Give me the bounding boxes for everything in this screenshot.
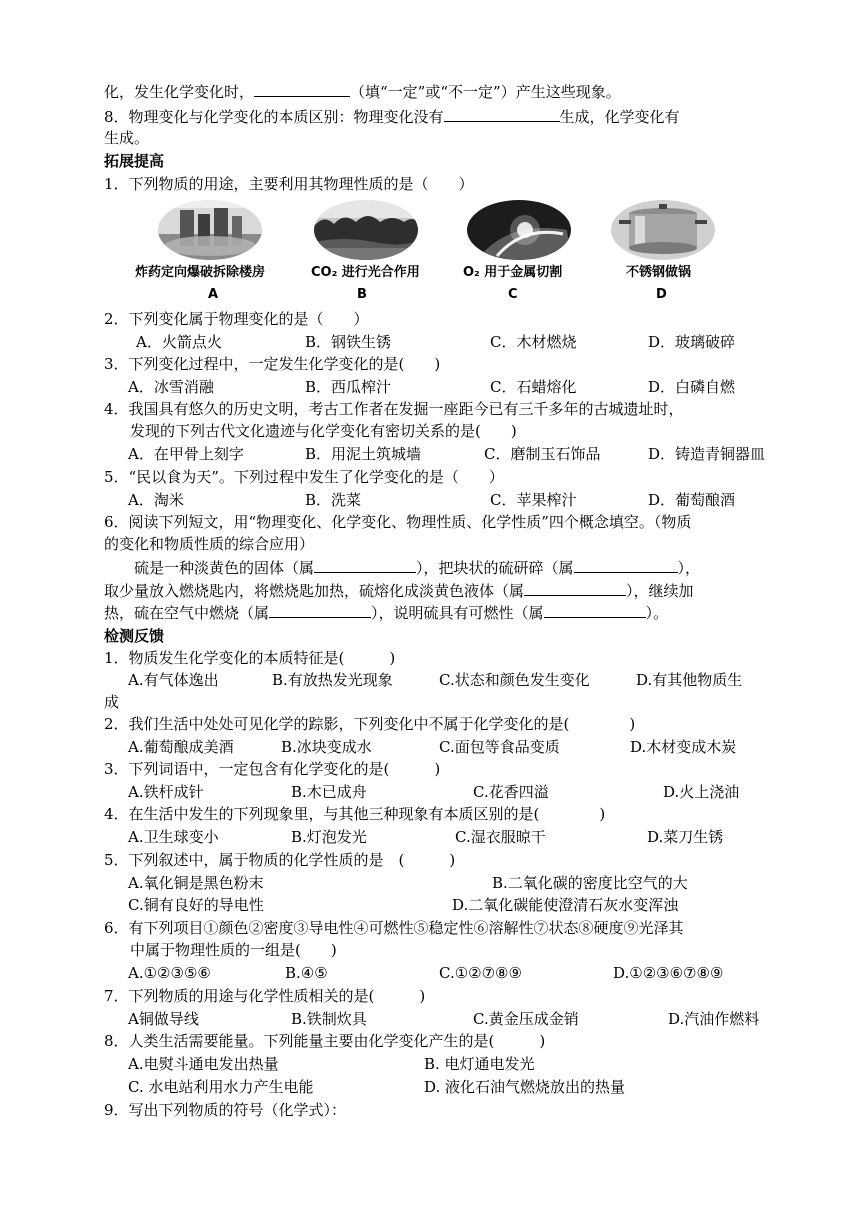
- fill-blank[interactable]: [574, 556, 678, 573]
- option[interactable]: D.①②③⑥⑦⑧⑨: [613, 964, 724, 982]
- question-3: 3．下列词语中，一定包含有化学变化的是( ): [104, 760, 441, 778]
- image-caption: 炸药定向爆破拆除楼房: [135, 265, 266, 280]
- option[interactable]: B. 电灯通电发光: [424, 1055, 535, 1073]
- option[interactable]: A．火箭点火: [136, 333, 222, 351]
- option[interactable]: D．葡萄酿酒: [648, 491, 736, 509]
- question-5: 5．“民以食为天”。下列过程中发生了化学变化的是（ ）: [104, 468, 504, 486]
- question-8: 8．人类生活需要能量。下列能量主要由化学变化产生的是( ): [104, 1032, 546, 1050]
- option[interactable]: D．铸造青铜器皿: [648, 445, 766, 463]
- passage-line: [134, 556, 700, 579]
- question-7: 7．下列物质的用途与化学性质相关的是( ): [104, 987, 426, 1005]
- option[interactable]: A.①②③⑤⑥: [128, 964, 211, 982]
- option[interactable]: B.有放热发光现象: [272, 671, 393, 689]
- option[interactable]: C．木材燃烧: [490, 333, 577, 351]
- image-steel-pot: [611, 200, 715, 260]
- section-heading: 拓展提高: [104, 152, 165, 170]
- image-caption: 不锈钢做锅: [626, 265, 692, 280]
- passage-text: ）。: [645, 604, 669, 622]
- passage-text: 热，硫在空气中燃烧（属: [104, 604, 270, 622]
- fill-blank[interactable]: [269, 601, 371, 618]
- passage-line: [104, 601, 668, 624]
- option[interactable]: B.木已成舟: [291, 783, 367, 801]
- option[interactable]: D．玻璃破碎: [648, 333, 736, 351]
- fill-blank[interactable]: [524, 579, 626, 596]
- passage-line: [104, 579, 694, 602]
- option[interactable]: D.有其他物质生: [636, 671, 743, 689]
- option[interactable]: A．在甲骨上刻字: [128, 445, 244, 463]
- option[interactable]: A.电熨斗通电发出热量: [128, 1055, 279, 1073]
- option[interactable]: A.氧化铜是黑色粉末: [128, 874, 264, 892]
- intro-text: 化，发生化学变化时，: [104, 83, 255, 101]
- image-letter: D: [656, 287, 667, 302]
- question-9: 9．写出下列物质的符号（化学式）：: [104, 1101, 347, 1119]
- question-2: 2．我们生活中处处可见化学的踪影，下列变化中不属于化学变化的是( ): [104, 715, 636, 733]
- option[interactable]: C.状态和颜色发生变化: [439, 671, 590, 689]
- fill-blank[interactable]: [444, 105, 560, 122]
- question-6: 6．有下列项目①颜色②密度③导电性④可燃性⑤稳定性⑥溶解性⑦状态⑧硬度⑨光泽其: [104, 919, 684, 937]
- option[interactable]: C.花香四溢: [473, 783, 549, 801]
- question-8: [104, 105, 680, 128]
- passage-text: ），说明硫具有可燃性（属: [371, 604, 544, 622]
- question-text: 8．物理变化与化学变化的本质区别：物理变化没有: [104, 108, 444, 126]
- image-demolition: [158, 200, 262, 260]
- question-1-cont: 成: [104, 693, 120, 711]
- question-6-cont: 中属于物理性质的一组是( ): [130, 941, 337, 959]
- image-photosynthesis: [314, 200, 418, 260]
- option[interactable]: D.菜刀生锈: [647, 828, 724, 846]
- option[interactable]: C. 水电站利用水力产生电能: [128, 1078, 314, 1096]
- image-caption: O₂ 用于金属切割: [463, 265, 563, 280]
- option[interactable]: D.火上浇油: [663, 783, 740, 801]
- option[interactable]: D. 液化石油气燃烧放出的热量: [424, 1078, 626, 1096]
- intro-text: （填“一定”或“不一定”）产生这些现象。: [350, 83, 621, 101]
- fill-blank[interactable]: [544, 601, 646, 618]
- option[interactable]: B．用泥土筑城墙: [305, 445, 422, 463]
- question-3: 3．下列变化过程中，一定发生化学变化的是( ): [104, 355, 441, 373]
- passage-text: ），: [677, 559, 701, 577]
- option[interactable]: D．白磷自燃: [648, 378, 736, 396]
- option[interactable]: B.冰块变成水: [281, 738, 372, 756]
- question-2: 2．下列变化属于物理变化的是（ ）: [104, 310, 369, 328]
- option[interactable]: B.铁制炊具: [291, 1010, 367, 1028]
- option[interactable]: A.铁杆成针: [128, 783, 204, 801]
- option[interactable]: C.铜有良好的导电性: [128, 896, 264, 914]
- question-4: 4．我国具有悠久的历史文明，考古工作者在发掘一座距今已有三千多年的古城遗址时，: [104, 400, 684, 418]
- option[interactable]: C．石蜡熔化: [490, 378, 577, 396]
- option[interactable]: B．西瓜榨汁: [305, 378, 392, 396]
- option[interactable]: D.木材变成木炭: [630, 738, 737, 756]
- option[interactable]: B．洗菜: [305, 491, 362, 509]
- question-1: 1．下列物质的用途，主要利用其物理性质的是（ ）: [104, 175, 474, 193]
- fill-blank[interactable]: [254, 80, 350, 97]
- option[interactable]: A.葡萄酿成美酒: [128, 738, 234, 756]
- image-letter: A: [208, 287, 219, 302]
- option[interactable]: D.汽油作燃料: [668, 1010, 760, 1028]
- image-letter: B: [357, 287, 367, 302]
- passage-text: 硫是一种淡黄色的固体（属: [134, 559, 315, 577]
- option[interactable]: C.黄金压成金销: [473, 1010, 579, 1028]
- intro-line: [104, 80, 621, 103]
- option[interactable]: A．冰雪消融: [128, 378, 214, 396]
- question-4: 4．在生活中发生的下列现象里，与其他三种现象有本质区别的是( ): [104, 805, 606, 823]
- option[interactable]: B.④⑤: [285, 964, 328, 982]
- option[interactable]: B.二氧化碳的密度比空气的大: [492, 874, 688, 892]
- fill-blank[interactable]: [314, 556, 416, 573]
- option[interactable]: C．磨制玉石饰品: [484, 445, 601, 463]
- option[interactable]: C.①②⑦⑧⑨: [439, 964, 522, 982]
- question-8-cont: 生成。: [104, 129, 150, 147]
- passage-text: ），继续加: [626, 582, 694, 600]
- option[interactable]: A．淘米: [128, 491, 184, 509]
- option[interactable]: A.有气体逸出: [128, 671, 219, 689]
- question-1: 1．物质发生化学变化的本质特征是( ): [104, 649, 396, 667]
- image-metal-cutting: [467, 200, 571, 260]
- image-caption: CO₂ 进行光合作用: [311, 265, 420, 280]
- passage-text: 取少量放入燃烧匙内，将燃烧匙加热，硫熔化成淡黄色液体（属: [104, 582, 525, 600]
- option[interactable]: C.面包等食品变质: [439, 738, 560, 756]
- question-6: 6．阅读下列短文，用“物理变化、化学变化、物理性质、化学性质”四个概念填空。（物质: [104, 513, 692, 531]
- option[interactable]: B．钢铁生锈: [305, 333, 392, 351]
- option[interactable]: A.卫生球变小: [128, 828, 219, 846]
- image-letter: C: [508, 287, 518, 302]
- question-5: 5．下列叙述中，属于物质的化学性质的是 ( ): [104, 851, 456, 869]
- question-6-cont: 的变化和物质性质的综合应用）: [104, 535, 315, 553]
- option[interactable]: D.二氧化碳能使澄清石灰水变浑浊: [452, 896, 679, 914]
- option[interactable]: A铜做导线: [128, 1010, 199, 1028]
- question-4-cont: 发现的下列古代文化遗迹与化学变化有密切关系的是( ): [130, 422, 517, 440]
- option[interactable]: B.灯泡发光: [291, 828, 367, 846]
- question-text: 生成，化学变化有: [559, 108, 680, 126]
- option[interactable]: C．苹果榨汁: [490, 491, 577, 509]
- passage-text: ），把块状的硫研碎（属: [416, 559, 574, 577]
- section-heading: 检测反馈: [104, 627, 165, 645]
- option[interactable]: C.湿衣服晾干: [455, 828, 546, 846]
